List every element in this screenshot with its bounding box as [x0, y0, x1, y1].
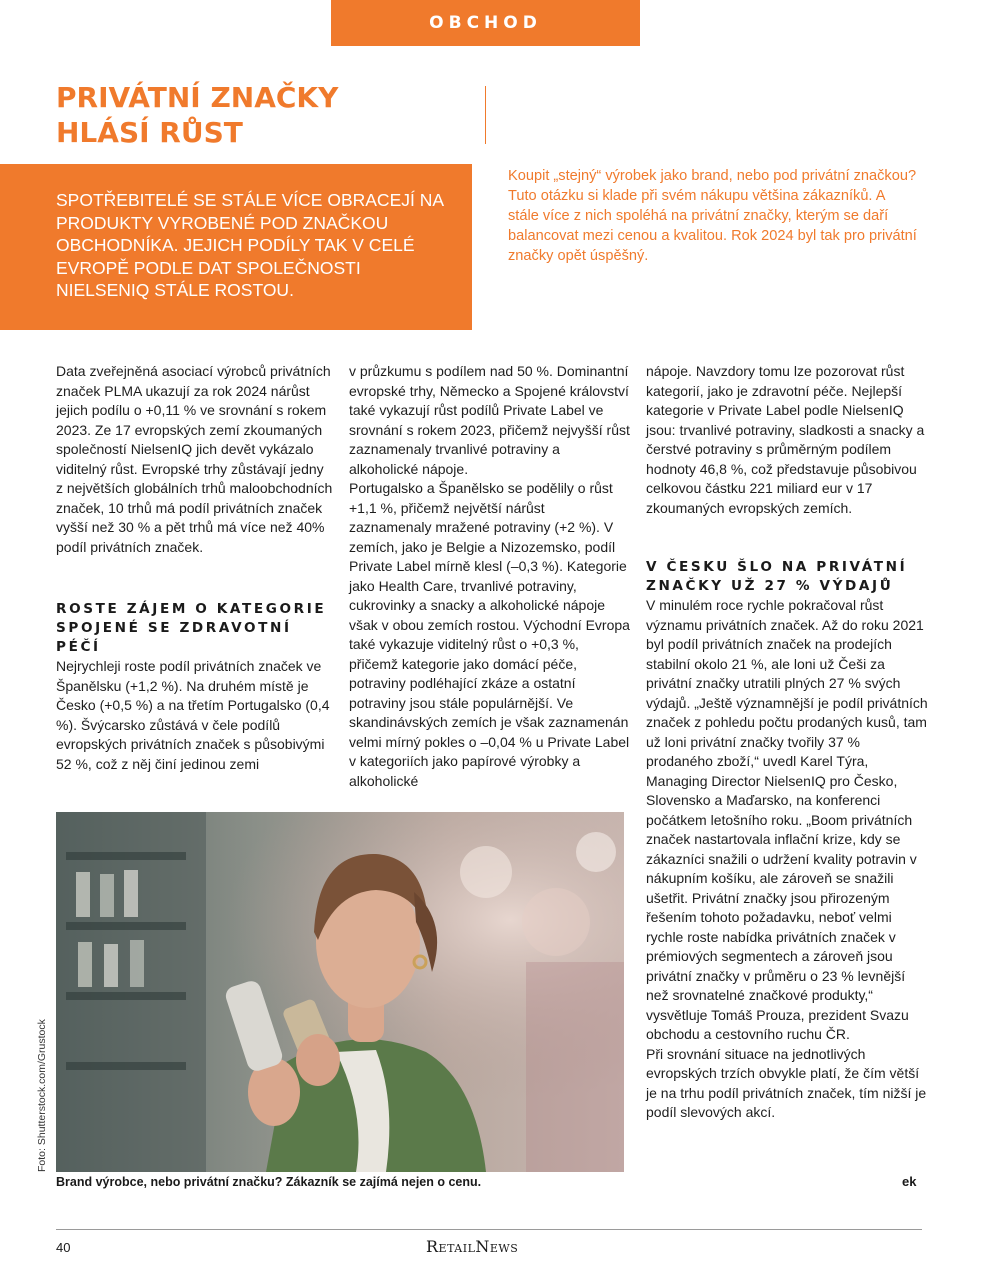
article-column-2: [349, 362, 631, 791]
photo-illustration: [56, 812, 624, 1172]
perex: Koupit „stejný“ výrobek jako brand, nebo pod privátní značkou? Tuto otázku si klade při svém nákupu většina zákazníků. A stále více z nich spoléhá na privátní značky, kterým se daří balancovat mezi cenou a kvalitou. Rok 2024 byl tak pro privátní značky opět úspěšný.: [508, 168, 917, 264]
magazine-logo: RetailNews: [426, 1237, 519, 1256]
vertical-divider: [485, 86, 486, 144]
page-number: 40: [56, 1240, 71, 1255]
paragraph: Nejrychleji roste podíl privátních značek ve Španělsku (+1,2 %). Na druhém místě je Česko (+0,5 %) a na třetím Portugalsko (0,4 %). Švýcarsko zůstává v čele podílů evropských privátních značek s působivými 52 %, což z něj činí jedinou zemi: [56, 658, 330, 772]
section-label: OBCHOD: [331, 0, 640, 46]
headline-line-2: HLÁSÍ RŮST: [56, 116, 243, 149]
subheading: ROSTE ZÁJEM O KATEGORIE SPOJENÉ SE ZDRAVOTNÍ PÉČÍ: [56, 601, 327, 655]
headline-line-1: PRIVÁTNÍ ZNAČKY: [56, 81, 339, 114]
subheading: V ČESKU ŠLO NA PRIVÁTNÍ ZNAČKY UŽ 27 % VÝDAJŮ: [646, 559, 908, 594]
article-column-1: [56, 362, 334, 774]
headline: [56, 80, 476, 150]
paragraph: Portugalsko a Španělsko se podělily o růst +1,1 %, přičemž největší nárůst zaznamenaly mražené potraviny (+2 %). V zemích, jako je Belgie a Nizozemsko, podíl Private Label mírně klesl (–0,3 %). Kategorie jako Health Care, trvanlivé potraviny, cukrovinky a snacky a alkoholické nápoje však v obou zemích rostou. Východní Evropa také vykazuje viditelný růst o +0,3 %, přičemž kategorie jako domácí péče, potraviny podléhající zkáze a ostatní potraviny jsou stále populárnější. Ve skandinávských zemích je však zaznamenán velmi mírný pokles o –0,04 % u Private Label v kategoriích jako papírové výrobky a alkoholické: [349, 480, 630, 789]
article-photo: [56, 812, 624, 1172]
paragraph: V minulém roce rychle pokračoval růst významu privátních značek. Až do roku 2021 byl podíl privátních značek na prodejích stabilní okolo 21 %, ale loni už Češi za privátní značky utratili plných 27 % svých výdajů. „Ještě významnější je podíl privátních značek z pohledu počtu prodaných kusů, tam už loni privátní značky tvořily 37 % prodaného zboží,“ uvedl Karel Týra, Managing Director NielsenIQ pro Česko, Slovensko a Maďarsko, na konferenci počátkem letošního roku. „Boom privátních značek nastartovala inflační krize, kdy se zákazníci snažili o udržení kvality potravin v nákupním košíku, ale zároveň se snažili ušetřit. Privátní značky jsou přirozeným řešením tohoto požadavku, neboť velmi rychle roste nabídka privátních značek v prémiových segmentech a zároveň jsou privátní značky v průměru o 23 % levnější než srovnatelné značkové produkty,“ vysvětluje Tomáš Prouza, prezident Svazu obchodu a cestovního ruchu ČR.: [646, 597, 928, 1042]
lead-box: [0, 164, 472, 330]
paragraph: Při srovnání situace na jednotlivých evropských trzích obvykle platí, že čím větší je na trhu podíl privátních značek, tím nižší je podíl slevových akcí.: [646, 1045, 927, 1120]
lead-text: SPOTŘEBITELÉ SE STÁLE VÍCE OBRACEJÍ NA PRODUKTY VYROBENÉ POD ZNAČKOU OBCHODNÍKA. JEJICH PODÍLY TAK V CELÉ EVROPĚ PODLE DAT SPOLEČNOSTI NIELSENIQ STÁLE ROSTOU.: [56, 190, 444, 300]
paragraph: Data zveřejněná asociací výrobců privátních značek PLMA ukazují za rok 2024 nárůst jejich podílu o +0,11 % ve srovnání s rokem 2023. Ze 17 evropských zemí zkoumaných společností NielsenIQ jich devět vykázalo viditelný růst. Evropské trhy zůstávají jedny z největších globálních trhů maloobchodních značek, 10 trhů má podíl privátních značek vyšší než 30 % a pět trhů má více než 40% podíl privátních značek.: [56, 363, 333, 555]
article-column-3: [646, 362, 928, 1123]
photo-credit: Foto: Shutterstock.com/Grustock: [36, 1019, 48, 1172]
photo-caption: Brand výrobce, nebo privátní značku? Zákazník se zajímá nejen o cenu.: [56, 1175, 482, 1189]
paragraph: nápoje. Navzdory tomu lze pozorovat růst kategorií, jako je zdravotní péče. Nejlepší kategorie v Private Label podle NielsenIQ jsou: trvanlivé potraviny, sladkosti a snacky a čerstvé potraviny s průměrným podílem hodnoty 46,8 %, což představuje působivou celkovou částku 221 miliard eur v 17 zkoumaných evropských zemích.: [646, 363, 925, 516]
paragraph: v průzkumu s podílem nad 50 %. Dominantní evropské trhy, Německo a Spojené království také vykazují růst podílů Private Label ve srovnání s rokem 2023, přičemž nejvyšší růst zaznamenaly trvanlivé potraviny a alkoholické nápoje.: [349, 363, 630, 477]
footer-divider: [56, 1229, 922, 1230]
author-signature: ek: [902, 1174, 917, 1189]
